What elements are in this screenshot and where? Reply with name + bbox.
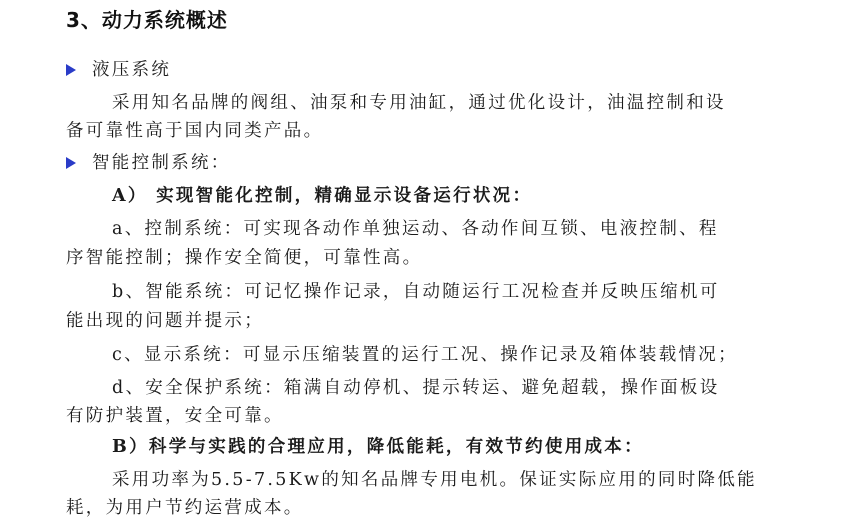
right-triangle-bullet-icon bbox=[66, 157, 76, 169]
item-line: 能出现的问题并提示； bbox=[66, 311, 264, 331]
bullet-item-hydraulic bbox=[66, 57, 171, 83]
bullet-item-smart-control bbox=[66, 150, 231, 176]
section-heading: 3、动力系统概述 bbox=[66, 8, 228, 32]
item-line: 有防护装置，安全可靠。 bbox=[66, 406, 284, 426]
bullet-title: 智能控制系统： bbox=[92, 153, 231, 173]
subheading-a: A） 实现智能化控制，精确显示设备运行状况： bbox=[112, 186, 533, 206]
item-line: b、智能系统：可记忆操作记录，自动随运行工况检查并反映压缩机可 bbox=[112, 282, 720, 302]
paragraph-line: 耗，为用户节约运营成本。 bbox=[66, 498, 304, 518]
paragraph-line: 备可靠性高于国内同类产品。 bbox=[66, 121, 324, 141]
paragraph-line: 采用知名品牌的阀组、油泵和专用油缸，通过优化设计，油温控制和设 bbox=[112, 93, 726, 113]
item-line: c、显示系统：可显示压缩装置的运行工况、操作记录及箱体装载情况； bbox=[112, 345, 738, 365]
item-line: d、安全保护系统：箱满自动停机、提示转运、避免超载，操作面板设 bbox=[112, 378, 720, 398]
subheading-b: B）科学与实践的合理应用，降低能耗，有效节约使用成本： bbox=[112, 437, 644, 457]
item-line: 序智能控制；操作安全简便，可靠性高。 bbox=[66, 248, 423, 268]
item-line: a、控制系统：可实现各动作单独运动、各动作间互锁、电液控制、程 bbox=[112, 219, 719, 239]
paragraph-line: 采用功率为5.5-7.5Kw的知名品牌专用电机。保证实际应用的同时降低能 bbox=[112, 470, 757, 490]
right-triangle-bullet-icon bbox=[66, 64, 76, 76]
bullet-title: 液压系统 bbox=[92, 60, 172, 80]
